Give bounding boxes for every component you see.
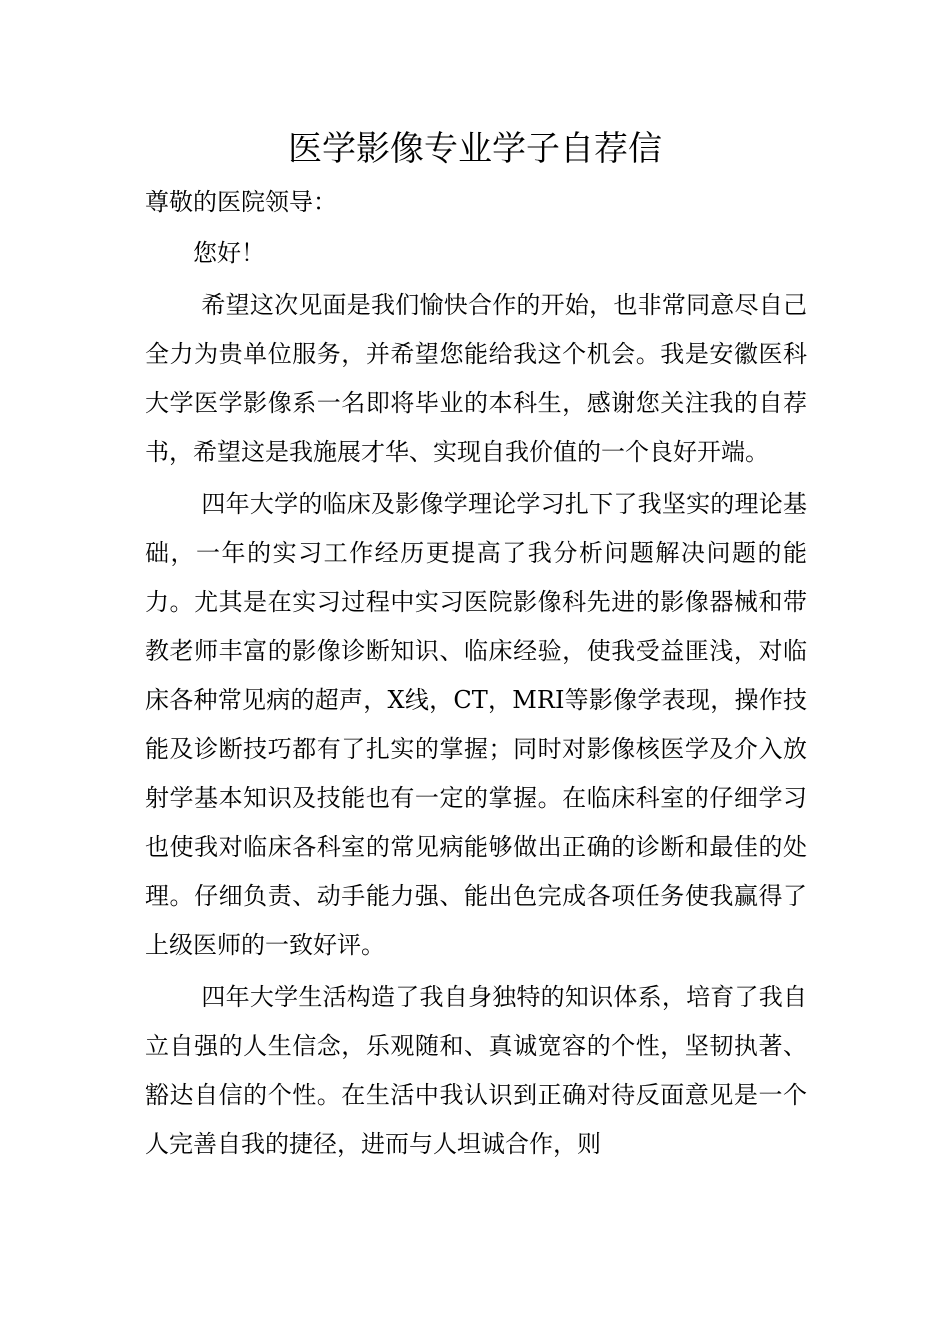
salutation: 尊敬的医院领导：: [145, 188, 337, 216]
paragraph-life: 四年大学生活构造了我自身独特的知识体系，培育了我自立自强的人生信念，乐观随和、真诚宽容的个性，坚韧执著、豁达自信的个性。在生活中我认识到正确对待反面意见是一个人完善自我的捷径，进而与人坦诚合作，则: [145, 983, 807, 1158]
document-title: 医学影像专业学子自荐信: [288, 129, 662, 169]
paragraph-study: 四年大学的临床及影像学理论学习扎下了我坚实的理论基础，一年的实习工作经历更提高了我分析问题解决问题的能力。尤其是在实习过程中实习医院影像科先进的影像器械和带教老师丰富的影像诊断知识、临床经验，使我受益匪浅，对临床各种常见病的超声，X线，CT，MRI等影像学表现，操作技能及诊断技巧都有了扎实的掌握；同时对影像核医学及介入放射学基本知识及技能也有一定的掌握。在临床科室的仔细学习也使我对临床各科室的常见病能够做出正确的诊断和最佳的处理。仔细负责、动手能力强、能出色完成各项任务使我赢得了上级医师的一致好评。: [145, 490, 807, 959]
letter-body: [145, 178, 807, 1169]
greeting: 您好！: [193, 239, 265, 267]
paragraph-intro: 希望这次见面是我们愉快合作的开始，也非常同意尽自己全力为贵单位服务，并希望您能给我这个机会。我是安徽医科大学医学影像系一名即将毕业的本科生，感谢您关注我的自荐书，希望这是我施展才华、实现自我价值的一个良好开端。: [145, 291, 807, 466]
